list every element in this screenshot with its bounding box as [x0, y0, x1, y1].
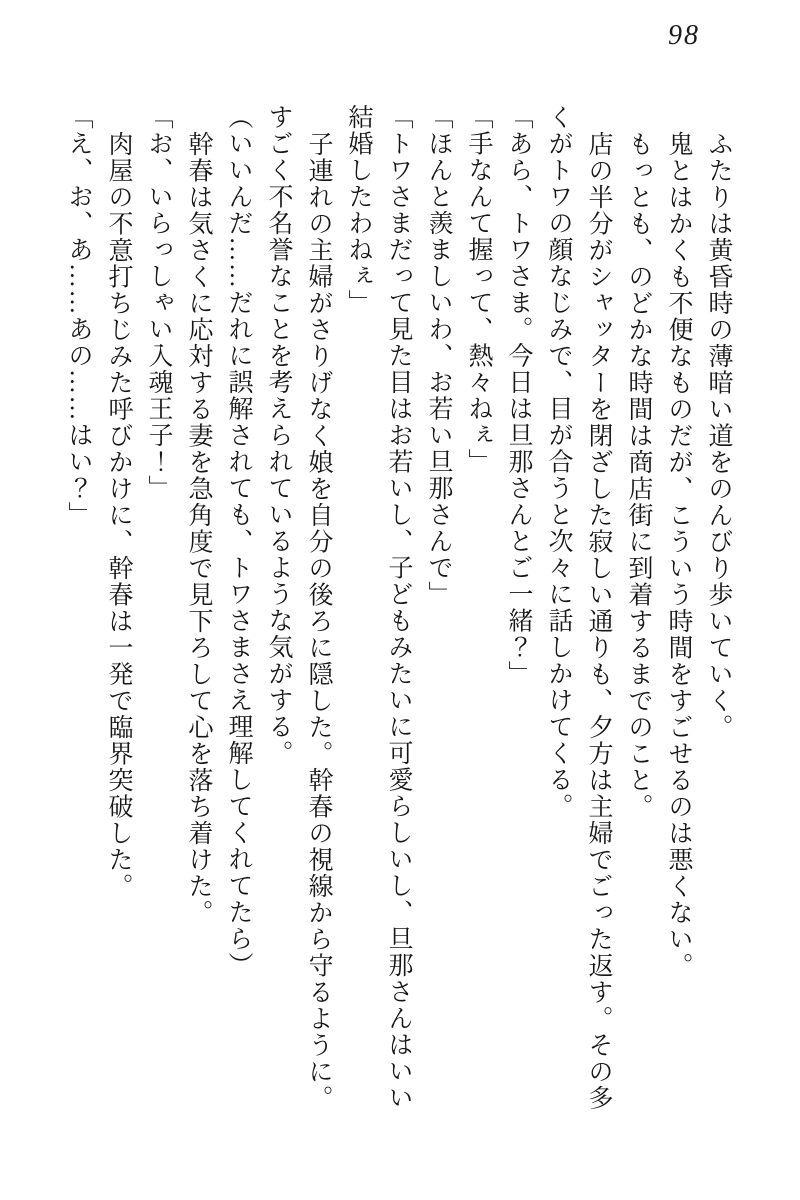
text-block: [58, 104, 738, 1116]
text-line: 店の半分がシャッターを閉ざした寂しい通りも、夕方は主婦でごった返す。その多: [585, 131, 612, 1112]
text-line: 「え、お、あ……あの……はい？」: [65, 104, 92, 528]
text-line: 幹春は気さくに応対する妻を急角度で見下ろして心を落ち着けた。: [185, 131, 212, 926]
text-line: 「手なんて握って、熱々ねぇ」: [465, 104, 492, 475]
text-line: すごく不名誉なことを考えられているような気がする。: [265, 104, 292, 767]
text-line: 「ほんと羨ましいわ、お若い旦那さんで」: [425, 104, 452, 608]
text-line: 肉屋の不意打ちじみた呼びかけに、幹春は一発で臨界突破した。: [105, 131, 132, 900]
text-line: 結婚したわねぇ」: [345, 104, 372, 316]
text-line: もっとも、のどかな時間は商店街に到着するまでのこと。: [625, 131, 652, 820]
text-line: 鬼とはかくも不便なものだが、こういう時間をすごせるのは悪くない。: [665, 131, 692, 979]
text-line: 「お、いらっしゃい入魂王子！」: [145, 104, 172, 502]
text-line: 「トワさまだって見た目はお若いし、子どもみたいに可愛らしいし、旦那さんはいい: [385, 104, 412, 1111]
text-line: ふたりは黄昏時の薄暗い道をのんびり歩いていく。: [705, 131, 732, 741]
text-line: くがトワの顔なじみで、目が合うと次々に話しかけてくる。: [545, 104, 572, 820]
text-line: 子連れの主婦がさりげなく娘を自分の後ろに隠した。幹春の視線から守るように。: [305, 131, 332, 1112]
text-line: 「あら、トワさま。今日は旦那さんとご一緒？」: [505, 104, 532, 687]
text-line: （いいんだ……だれに誤解されても、トワさまさえ理解してくれてたら）: [225, 104, 252, 979]
page-number: 98: [668, 20, 700, 51]
